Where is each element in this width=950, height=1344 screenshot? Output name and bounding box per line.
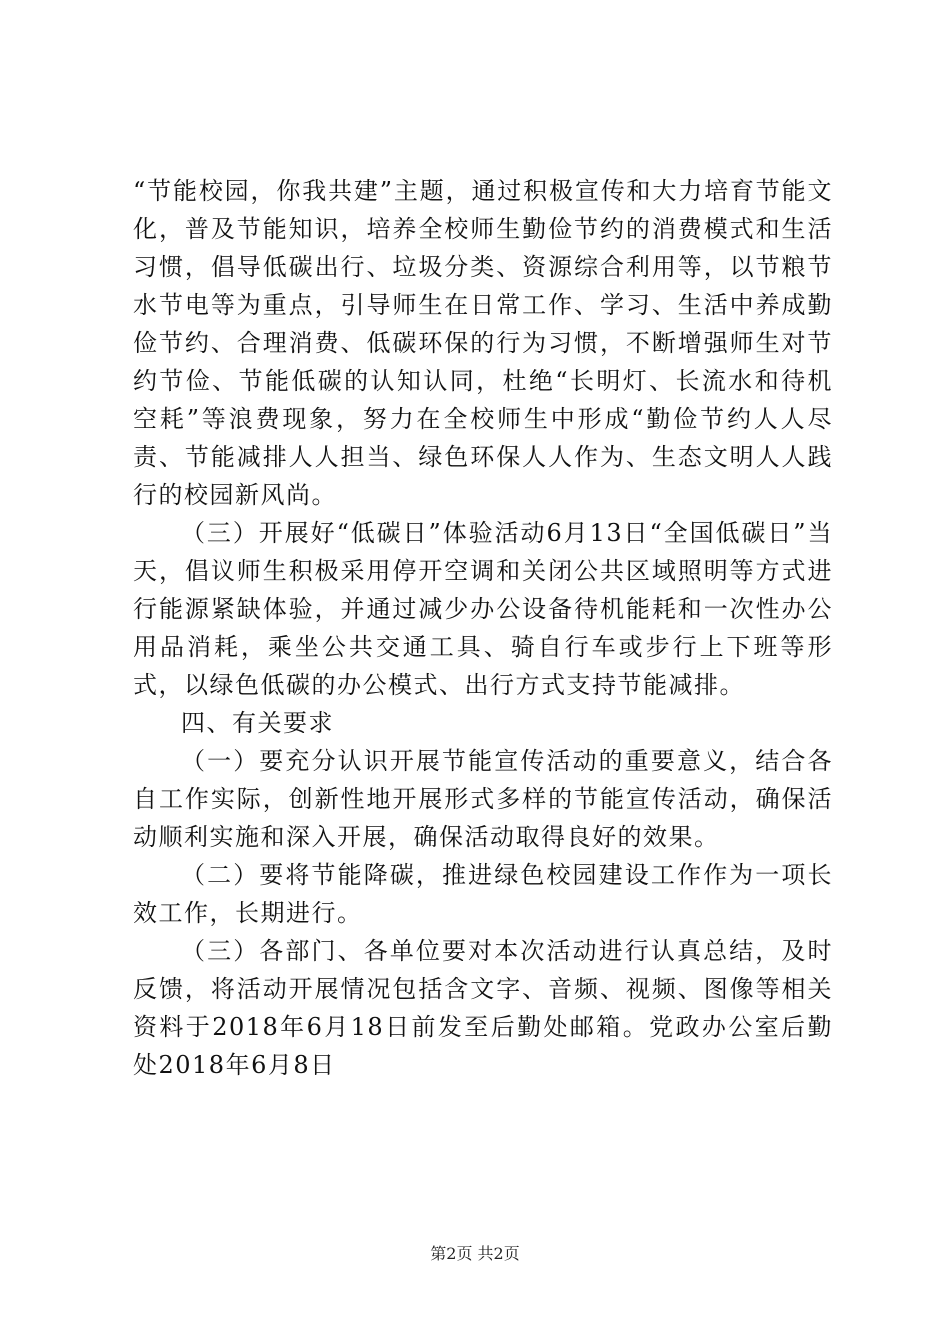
paragraph-requirement-3: （三）各部门、各单位要对本次活动进行认真总结，及时反馈，将活动开展情况包括含文字、音频、视频、图像等相关资料于2018年6月18日前发至后勤处邮箱。党政办公室后勤处2018年6月8日 xyxy=(133,937,833,1079)
section-heading-requirements: 四、有关要求 xyxy=(181,709,334,737)
paragraph-continued-theme: “节能校园，你我共建”主题，通过积极宣传和大力培育节能文化，普及节能知识，培养全校师生勤俭节约的消费模式和生活习惯，倡导低碳出行、垃圾分类、资源综合利用等，以节粮节水节电等为重点，引导师生在日常工作、学习、生活中养成勤俭节约、合理消费、低碳环保的行为习惯，不断增强师生对节约节俭、节能低碳的认知认同，杜绝“长明灯、长流水和待机空耗”等浪费现象，努力在全校师生中形成“勤俭节约人人尽责、节能减排人人担当、绿色环保人人作为、生态文明人人践行的校园新风尚。 xyxy=(133,177,833,509)
paragraph-requirement-2: （二）要将节能降碳，推进绿色校园建设工作作为一项长效工作，长期进行。 xyxy=(133,861,833,927)
paragraph-low-carbon-day: （三）开展好“低碳日”体验活动6月13日“全国低碳日”当天，倡议师生积极采用停开空调和关闭公共区域照明等方式进行能源紧缺体验，并通过减少办公设备待机能耗和一次性办公用品消耗，乘坐公共交通工具、骑自行车或步行上下班等形式，以绿色低碳的办公模式、出行方式支持节能减排。 xyxy=(133,519,833,699)
paragraph-requirement-1: （一）要充分认识开展节能宣传活动的重要意义，结合各自工作实际，创新性地开展形式多样的节能宣传活动，确保活动顺利实施和深入开展，确保活动取得良好的效果。 xyxy=(133,747,833,851)
document-body xyxy=(133,172,833,1084)
page-footer: 第2页 共2页 xyxy=(430,1244,520,1263)
